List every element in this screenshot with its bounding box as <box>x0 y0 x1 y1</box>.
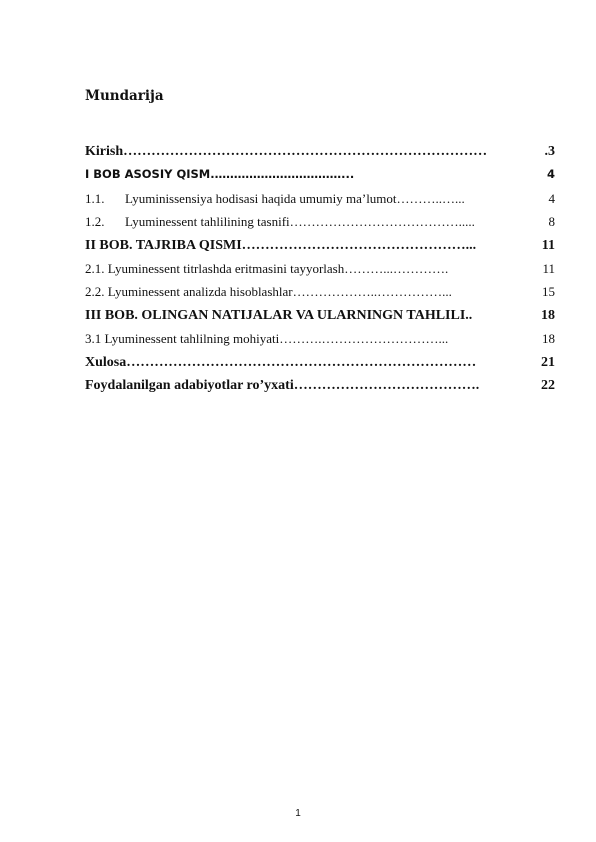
page-number: 1 <box>295 808 301 819</box>
toc-entry-leader: ………...…………. <box>344 260 449 276</box>
toc-entry[interactable] <box>85 140 555 163</box>
toc-entry-page: 18 <box>542 331 555 347</box>
toc-entry-title: Foydalanilgan adabiyotlar ro’yxati <box>85 377 294 393</box>
toc-entry-title: II BOB. TAJRIBA QISMI <box>85 237 242 253</box>
toc-entry[interactable] <box>85 374 555 397</box>
toc-entry[interactable] <box>85 210 555 233</box>
toc-entry-page: .3 <box>544 144 555 159</box>
toc-entry-number: 1.2. <box>85 214 105 230</box>
toc-entry[interactable] <box>85 280 555 303</box>
toc-entry[interactable] <box>85 304 555 327</box>
toc-entry-page: 11 <box>542 260 555 276</box>
toc-entry-title: 2.2. Lyuminessent analizda hisoblashlar <box>85 284 293 300</box>
toc-entry-title: Kirish <box>85 144 124 159</box>
toc-entry[interactable] <box>85 187 555 210</box>
toc-entry-number: 1.1. <box>85 190 105 206</box>
toc-entry-title: Lyuminessent tahlilining tasnifi <box>125 214 290 230</box>
toc-entry-leader: ………………..……………... <box>292 284 452 300</box>
toc-entry-page: 18 <box>541 307 555 323</box>
toc-entry-page: 21 <box>541 354 555 370</box>
toc-entry-leader: .. <box>465 307 473 323</box>
toc-entry-leader: ……….………………………... <box>279 331 449 347</box>
toc-entry-page: 15 <box>542 284 555 300</box>
toc-heading: Mundarija <box>85 88 164 104</box>
toc-entry-leader: ……………………………... <box>214 167 355 182</box>
toc-entry-title: I BOB ASOSIY QISM. <box>85 167 215 182</box>
toc-entry-page: 11 <box>541 237 555 253</box>
toc-entry-page: 22 <box>541 377 555 393</box>
toc-entry-title: Xulosa <box>85 354 127 370</box>
toc-entry-leader: ………………………………………………………………… <box>126 354 477 370</box>
toc-entry-leader: …………………………………. <box>293 377 480 393</box>
toc-entry-title: 2.1. Lyuminessent titrlashda eritmasini tayyorlash <box>85 260 345 276</box>
toc-entry-title: III BOB. OLINGAN NATIJALAR VA ULARNINGN TAHLILI <box>85 307 466 323</box>
toc-entry-title: 3.1 Lyuminessent tahlilning mohiyati <box>85 331 280 347</box>
toc-entry[interactable] <box>85 351 555 374</box>
toc-entry[interactable] <box>85 327 555 350</box>
toc-entry-page: 4 <box>546 167 555 182</box>
toc-entry-leader: …………………………………..... <box>289 214 475 230</box>
toc-entry-leader: …………………………………………………………………… <box>123 144 488 159</box>
toc-entry-title: Lyuminissensiya hodisasi haqida umumiy ma’lumot <box>125 190 397 206</box>
toc-entry-leader: ………..…... <box>396 190 465 206</box>
toc-entry-page: 4 <box>548 190 555 206</box>
toc-entry[interactable] <box>85 257 555 280</box>
toc-entry-leader: …………………………………………... <box>241 237 477 253</box>
table-of-contents <box>85 140 555 397</box>
toc-entry[interactable] <box>85 163 555 186</box>
toc-entry[interactable] <box>85 234 555 257</box>
toc-entry-page: 8 <box>548 214 555 230</box>
